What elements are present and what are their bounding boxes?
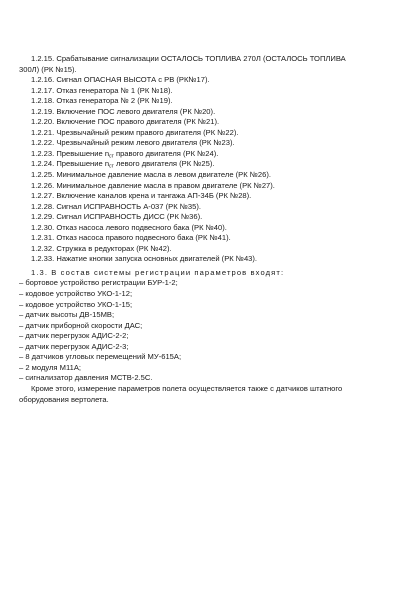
list-item-text: 1.2.24. Превышение n (31, 159, 110, 169)
component-item: – кодовое устройство УКО-1-15; (19, 299, 133, 309)
list-item: 1.2.32. Стружка в редукторах (РК №42). (31, 243, 172, 253)
list-item: 1.2.22. Чрезвычайный режим левого двигателя (РК №23). (31, 138, 235, 148)
list-item: 1.2.20. Включение ПОС правого двигателя (РК №21). (31, 117, 220, 127)
component-item: – датчик перегрузок АДИС-2-2; (19, 331, 129, 341)
component-item: – 8 датчиков угловых перемещений МУ-615А; (19, 352, 182, 362)
list-item: 1.2.27. Включение каналов крена и тангажа АП-34Б (РК №28). (31, 191, 252, 201)
list-item: 1.2.29. Сигнал ИСПРАВНОСТЬ ДИСС (РК №36). (31, 212, 203, 222)
closing-paragraph (19, 384, 405, 405)
list-item-text: левого двигателя (РК №25). (113, 159, 215, 169)
list-item: 1.2.18. Отказ генератора № 2 (РК №19). (31, 96, 173, 106)
list-item: 1.2.21. Чрезвычайный режим правого двигателя (РК №22). (31, 127, 239, 137)
closing-line: Кроме этого, измерение параметров полета осуществляется также с датчиков штатного (31, 383, 343, 393)
list-item-text: 1.2.23. Превышение n (31, 148, 110, 158)
component-item: – датчик высоты ДВ-15МВ; (19, 310, 115, 320)
list-item-text: правого двигателя (РК №24). (113, 148, 219, 158)
list-item (19, 149, 405, 160)
list-item: 1.2.19. Включение ПОС левого двигателя (РК №20). (31, 106, 216, 116)
list-item: 1.2.33. Нажатие кнопки запуска основных двигателей (РК №43). (31, 254, 258, 264)
list-item-continuation: 300Л) (РК №15). (19, 64, 77, 74)
signal-list (19, 54, 405, 265)
section-heading: 1.3. В состав системы регистрации параметров входят: (31, 267, 285, 277)
list-item: 1.2.25. Минимальное давление масла в левом двигателе (РК №26). (31, 170, 272, 180)
list-item: 1.2.16. Сигнал ОПАСНАЯ ВЫСОТА с РВ (РК№17). (31, 75, 210, 85)
list-item: 1.2.15. Срабатывание сигнализации ОСТАЛОСЬ ТОПЛИВА 270Л (ОСТАЛОСЬ ТОПЛИВА (31, 54, 346, 63)
list-item: 1.2.30. Отказ насоса левого подвесного бака (РК №40). (31, 222, 227, 232)
component-item: – 2 модуля М11А; (19, 362, 82, 372)
component-item: – кодовое устройство УКО-1-12; (19, 289, 133, 299)
component-item: – сигнализатор давления МСТВ-2.5С. (19, 373, 153, 383)
component-item: – датчик приборной скорости ДАС; (19, 320, 143, 330)
list-item: 1.2.28. Сигнал ИСПРАВНОСТЬ А-037 (РК №35). (31, 201, 201, 211)
list-item (19, 159, 405, 170)
component-item: – бортовое устройство регистрации БУР-1-2; (19, 278, 178, 288)
document-body (19, 54, 405, 405)
component-list (19, 278, 405, 383)
component-item: – датчик перегрузок АДИС-2-3; (19, 341, 129, 351)
closing-line: оборудования вертолета. (19, 394, 109, 404)
list-item: 1.2.26. Минимальное давление масла в правом двигателе (РК №27). (31, 180, 275, 190)
list-item: 1.2.17. Отказ генератора № 1 (РК №18). (31, 85, 173, 95)
list-item: 1.2.31. Отказ насоса правого подвесного бака (РК №41). (31, 233, 231, 243)
subscript: ст (109, 153, 114, 160)
subscript: ст (109, 163, 114, 170)
